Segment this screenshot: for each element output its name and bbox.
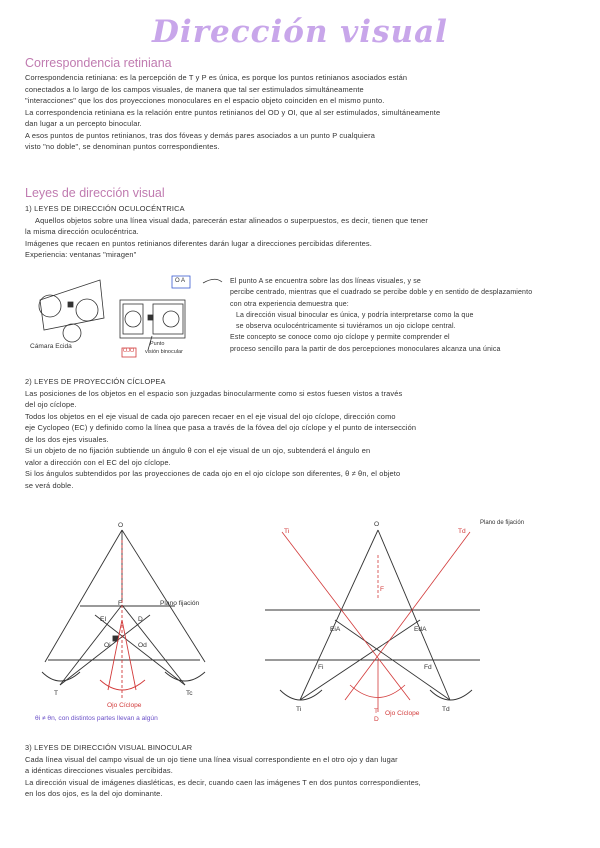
right-label-fi: Fi [318,664,324,671]
left-label-d: D [138,616,143,623]
right-label-fd: Fd [424,664,432,671]
text-line: conectados a lo largo de los campos visuales, de manera que tal ser estimulados simultáneamente [25,84,364,94]
left-label-f: F [118,600,123,607]
right-label-td-red: Td [458,528,466,535]
text-line: La correspondencia retiniana es la relación entre puntos retinianos del OD y OI, que al ser estimulados, simultáneamente [25,107,441,117]
r-red-right [345,532,470,700]
text-line: Cada línea visual del campo visual de un ojo tiene una línea visual correspondiente en el otro ojo y dan lugar [25,754,398,764]
r-red-left [282,532,410,700]
right-label-plane: Plano de fijación [480,520,525,526]
subheading-binocular: 3) LEYES DE DIRECCIÓN VISUAL BINOCULAR [25,743,193,752]
note-line: con otra experiencia demuestra que: [230,300,349,308]
left-label-plane: Plano fijación [160,600,200,607]
text-line: valor a dirección con el EC del ojo cíclope. [25,457,171,467]
note-line: proceso sencillo para la partir de dos percepciones monoculares alcanza una única [230,345,501,353]
text-line: la misma dirección oculocéntrica. [25,227,139,236]
right-label-ed: EdA [414,626,427,633]
text-line: Correspondencia retiniana: es la percepción de T y P es única, es porque los puntos retinianos asociados están [25,73,408,82]
left-label-cyclops: Ojo Cíclope [107,702,142,709]
text-line: dan lugar a un percepto binocular. [25,119,142,128]
section-heading-correspondence: Correspondencia retiniana [25,56,172,70]
right-label-td: Td [442,706,450,713]
binocular-text [25,742,580,800]
text-line: a idénticas direcciones visuales percibidas. [25,766,173,775]
left-label-od: Od [138,642,147,649]
note-line: La dirección visual binocular es única, y podría interpretarse como la que [236,311,474,319]
right-label-o: O [374,521,380,528]
text-line: Todos los objetos en el eje visual de cada ojo parecen recaer en el eje visual del ojo cíclope, dirección como [25,411,396,421]
label-camera: Cámara Ecida [30,343,72,350]
subheading-cyclopean: 2) LEYES DE PROYECCIÓN CÍCLOPEA [25,377,166,386]
page-title: Dirección visual [152,14,448,50]
left-label-ei: EI [100,616,107,623]
right-label-t: T [374,708,379,715]
right-label-ti: Ti [296,706,302,713]
text-line: Si los ángulos subtendidos por las proyecciones de cada ojo en el ojo cíclope son diferentes, θ ≠ θn, el objeto [25,469,401,478]
text-line: Experiencia: ventanas "miragen" [25,250,137,259]
note-line: percibe centrado, mientras que el cuadrado se percibe doble y en sentido de desplazamiento [230,289,533,297]
label-binocular: visión binocular [145,349,183,355]
right-label-cyclops: Ojo Cíclope [385,710,420,717]
left-label-oi: Oi [104,642,111,649]
r-eye-arc-right [430,690,472,700]
text-line: del ojo cíclope. [25,400,77,409]
right-label-ti-red: Ti [284,528,290,535]
text-line: de los dos ejes visuales. [25,434,109,444]
left-caption: θi ≠ θn, con distintos partes llevan a algún [35,715,158,722]
text-line: se verá doble. [25,480,74,490]
left-label-tc: Tc [186,690,193,697]
section-heading-laws: Leyes de dirección visual [25,186,165,200]
text-line: en los dos ojos, es la del ojo dominante. [25,789,163,798]
label-point: Punto [150,341,165,347]
text-line: eje Cyclopeo (EC) y definido como la línea que pasa a través de la fóvea del ojo cíclope y el punto de intersección [25,423,417,432]
right-label-ei: EiA [330,626,341,633]
right-label-f: F [380,586,385,593]
right-label-d: D [374,716,379,723]
text-line: Aquellos objetos sobre una línea visual dada, parecerán estar alineados o superpuestos, es decir, tienen que tener [35,215,429,225]
subheading-oculocentric: 1) LEYES DE DIRECCIÓN OCULOCÉNTRICA [25,204,185,213]
text-line: Imágenes que recaen en puntos retinianos diferentes darán lugar a direcciones percibidas diferentes. [25,238,372,248]
text-line: La dirección visual de imágenes diasléticas, es decir, cuando caen las imágenes T en dos puntos correspondientes, [25,777,421,787]
text-line: Si un objeto de no fijación subtiende un ángulo θ con el eje visual de un ojo, subtenderá el ángulo en [25,446,371,455]
left-label-o: O [118,522,124,529]
text-line: A esos puntos de puntos retinianos, tras dos fóveas y demás pares asociados a un punto P cualquiera [25,130,375,140]
note-line: El punto A se encuentra sobre las dos líneas visuales, y se [230,278,421,285]
label-cyclops-small: OJO [123,348,135,354]
note-line: se observa oculocéntricamente si tuviéramos un ojo ciclope central. [236,323,456,331]
text-line: visto "no doble", se denominan puntos correspondientes. [25,142,220,151]
text-line: "interacciones" que los dos proyecciones monoculares en el espacio objeto coinciden en el mismo punto. [25,96,385,105]
left-label-ti: T [54,690,59,697]
text-line: Las posiciones de los objetos en el espacio son juzgadas binocularmente como si estos fuesen vistos a través [25,388,403,398]
r-cyclops-arc [350,685,405,698]
note-line: Este concepto se conoce como ojo cíclope y permite comprender el [230,334,450,342]
label-box-point: O A [175,278,186,284]
